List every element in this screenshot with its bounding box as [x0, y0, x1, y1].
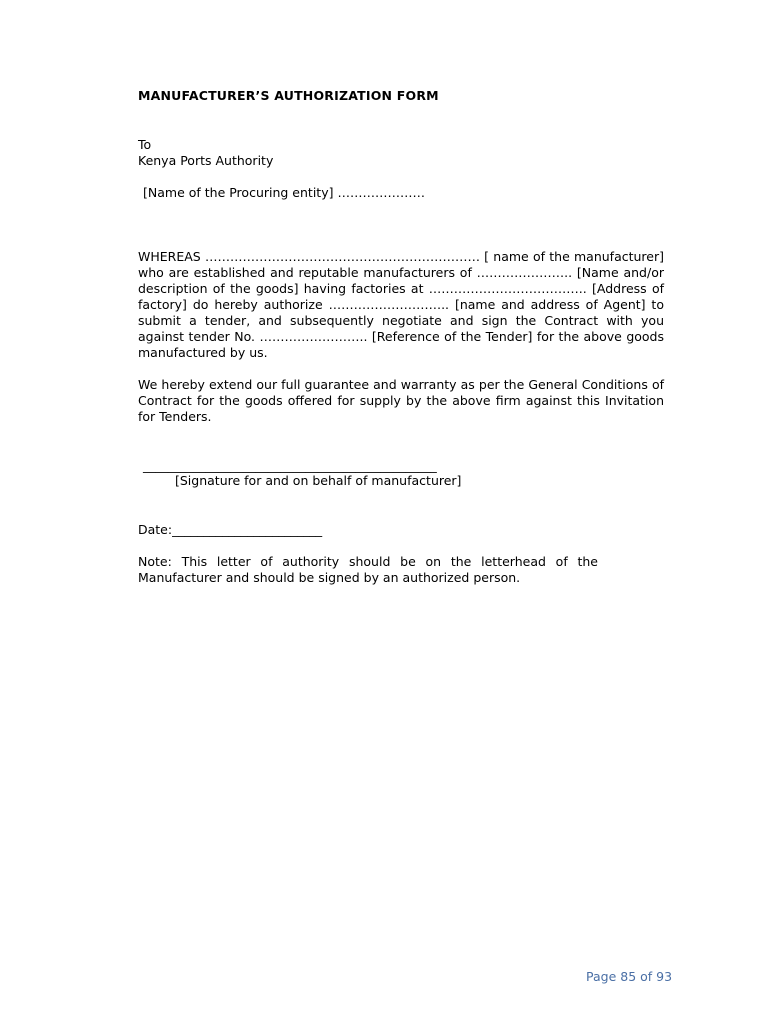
- date-line: Date:________________________: [138, 522, 323, 537]
- whereas-paragraph: WHEREAS ………………………………………………………… [ name of the manufacturer] who are established and reputable manufacturers of ………………….. [Name and/or description of the goods] having factories at ……………………………….. [Address of factory] do hereby authorize ……………………….. [name and address of Agent] to submit a tender, and subsequently negotiate and sign the Contract with you against tender No. …………………….. [Reference of the Tender] for the above goods manufactured by us.: [138, 249, 664, 360]
- signature-line: _______________________________________________: [143, 458, 437, 473]
- to-label: To: [138, 137, 152, 152]
- note-paragraph: Note: This letter of authority should be on the letterhead of the Manufacturer and should be signed by an authorized person.: [138, 554, 598, 585]
- guarantee-paragraph: We hereby extend our full guarantee and warranty as per the General Conditions of Contract for the goods offered for supply by the above firm against this Invitation for Tenders.: [138, 377, 664, 424]
- page-number: Page 85 of 93: [586, 969, 673, 984]
- addressee: Kenya Ports Authority: [138, 153, 274, 168]
- form-title: MANUFACTURER’S AUTHORIZATION FORM: [138, 88, 439, 103]
- signature-caption: [Signature for and on behalf of manufacturer]: [175, 473, 462, 488]
- procuring-entity-placeholder: [Name of the Procuring entity] …………………: [143, 185, 425, 200]
